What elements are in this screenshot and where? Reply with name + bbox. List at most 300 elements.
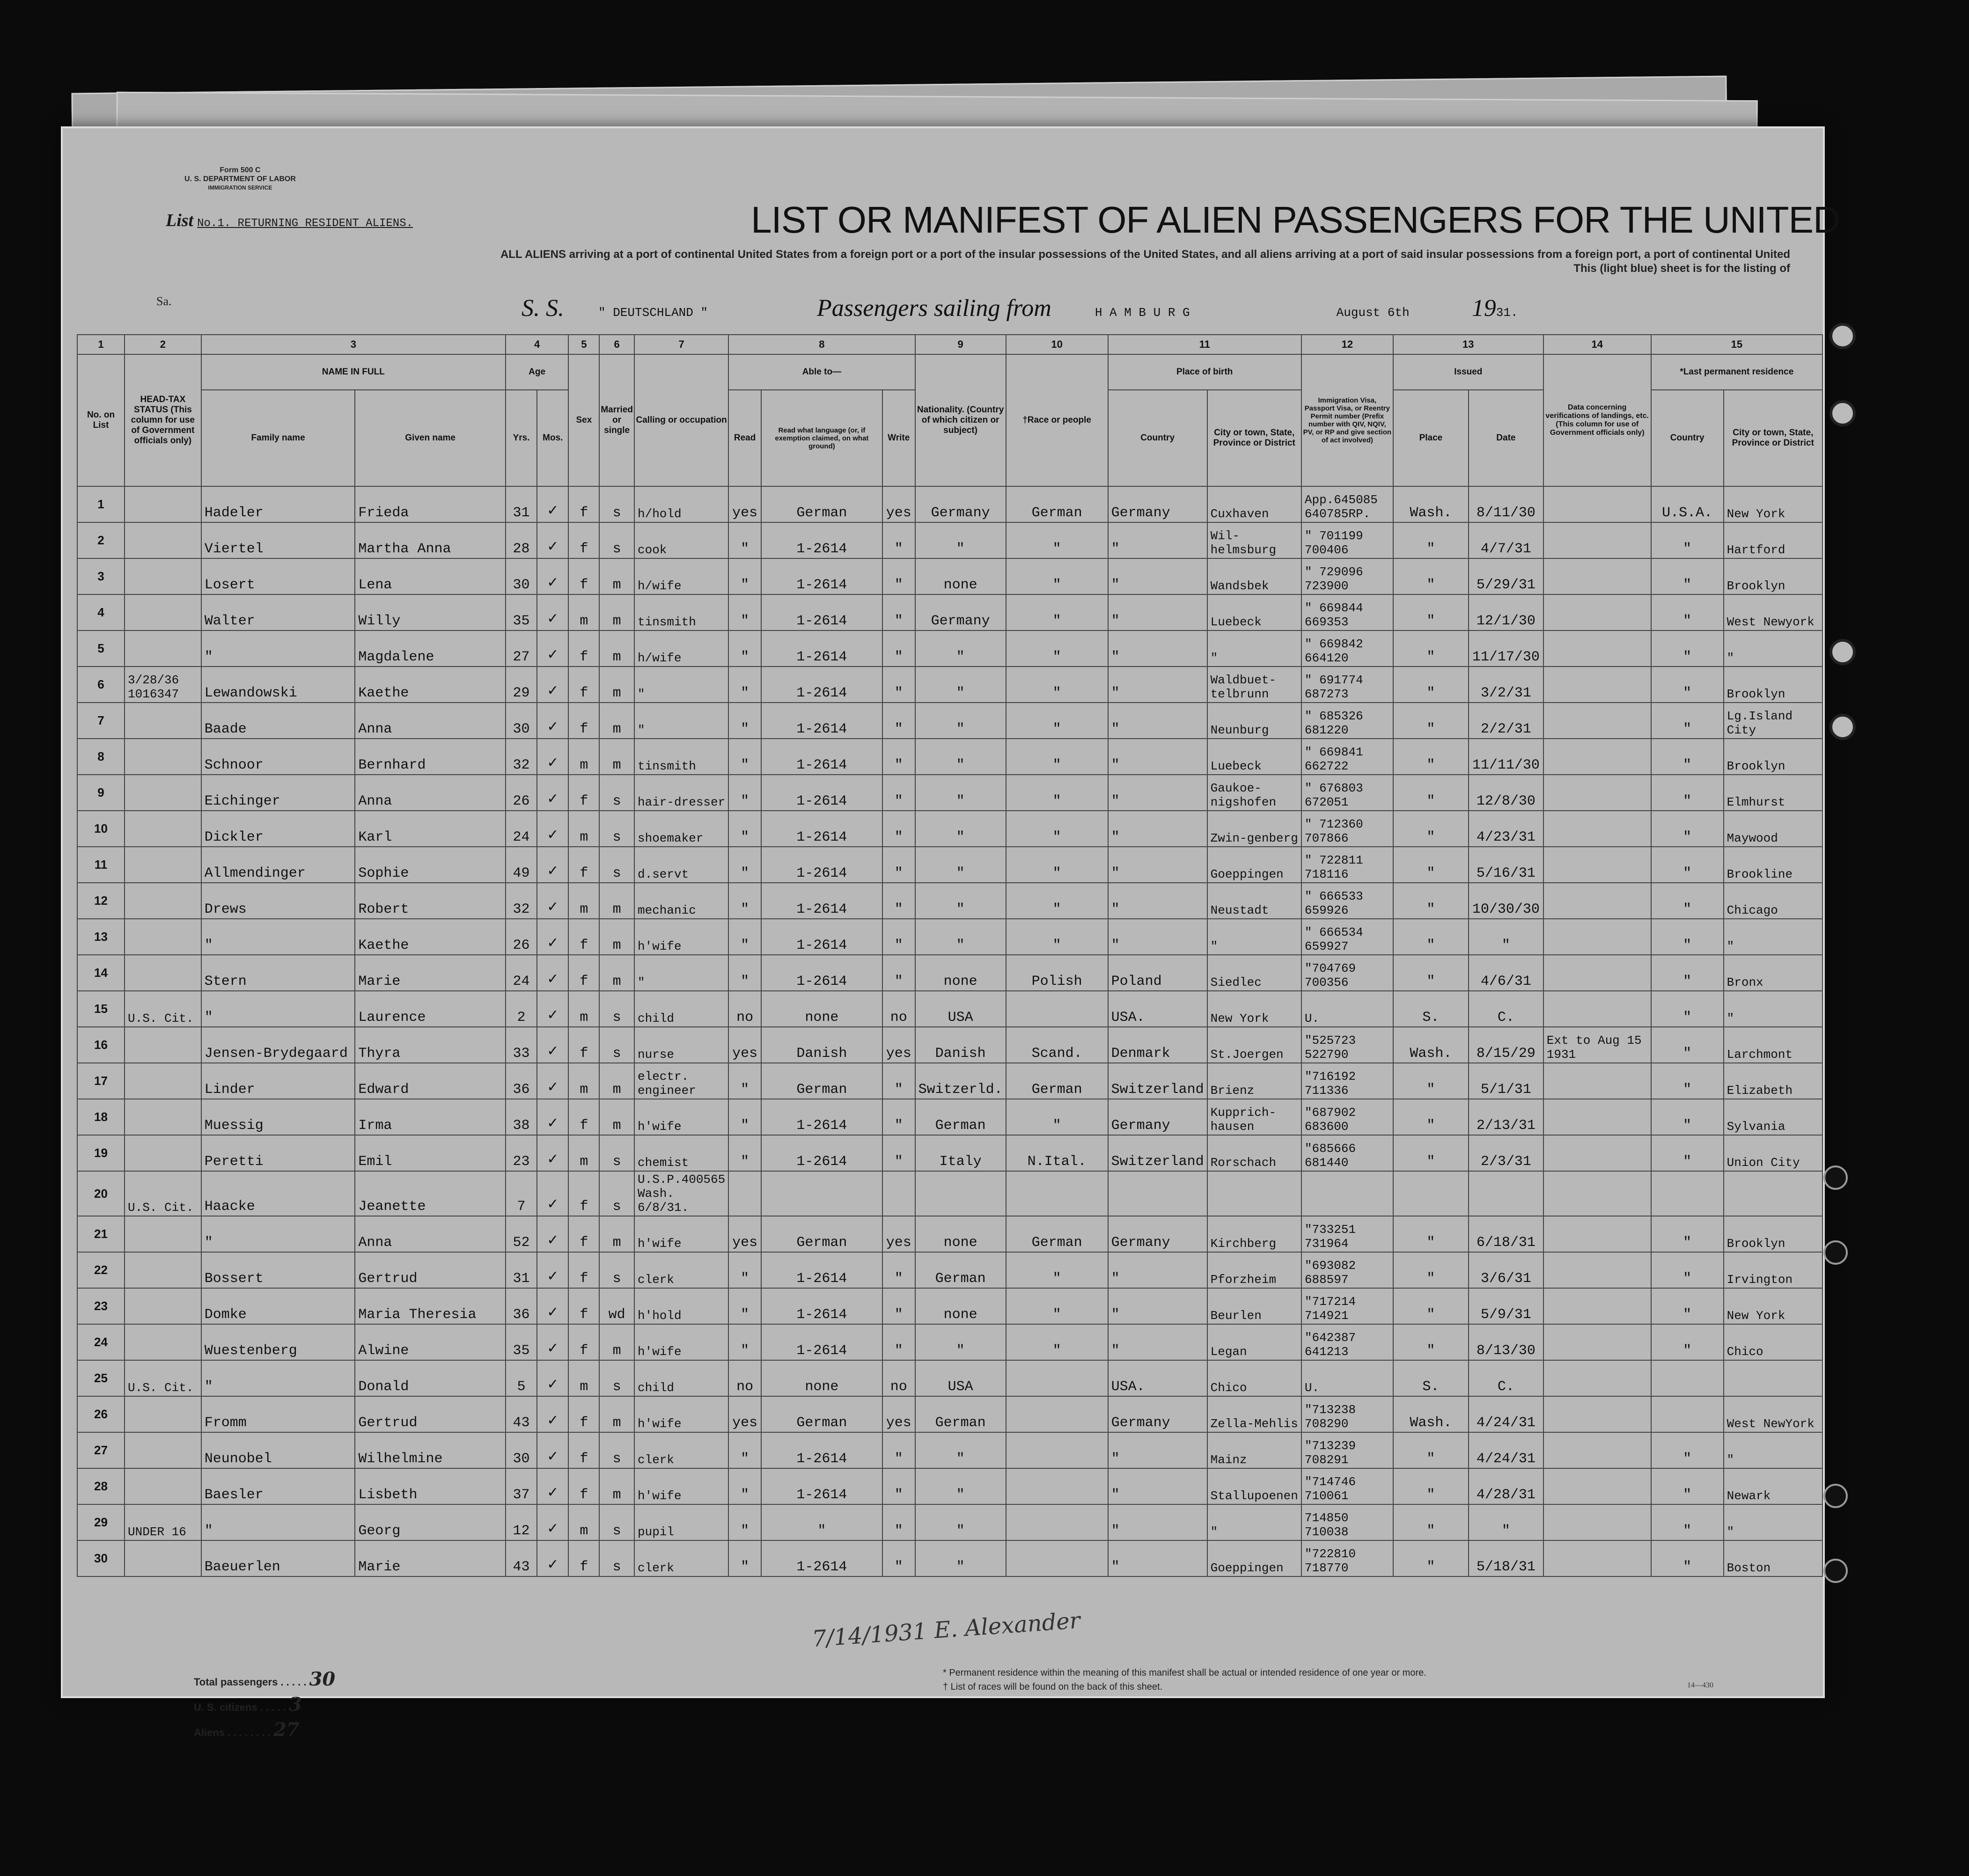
binder-hole bbox=[1823, 1559, 1848, 1583]
passenger-number: 17 bbox=[77, 1063, 125, 1099]
age-months-check: ✓ bbox=[537, 883, 568, 919]
given-name: Kaethe bbox=[355, 667, 505, 703]
head-tax-status bbox=[125, 847, 201, 883]
passenger-number: 4 bbox=[77, 594, 125, 630]
race: " bbox=[1006, 558, 1108, 594]
verification-data bbox=[1543, 1063, 1651, 1099]
age-years: 32 bbox=[506, 883, 537, 919]
residence-country: " bbox=[1651, 1540, 1724, 1576]
passenger-number: 22 bbox=[77, 1252, 125, 1288]
head-tax-status: UNDER 16 bbox=[125, 1504, 201, 1540]
manifest-table bbox=[77, 334, 1823, 1577]
birth-city: Wandsbek bbox=[1207, 558, 1301, 594]
residence-city: Bronx bbox=[1724, 955, 1822, 991]
marital-status: s bbox=[599, 991, 634, 1027]
can-write: " bbox=[882, 1504, 915, 1540]
birth-city: St.Joergen bbox=[1207, 1027, 1301, 1063]
passenger-number: 2 bbox=[77, 522, 125, 558]
can-write: " bbox=[882, 955, 915, 991]
residence-city: Chicago bbox=[1724, 883, 1822, 919]
residence-city: Sylvania bbox=[1724, 1099, 1822, 1135]
can-read: yes bbox=[728, 1396, 761, 1432]
given-name: Marie bbox=[355, 955, 505, 991]
age-months-check: ✓ bbox=[537, 486, 568, 522]
verification-data bbox=[1543, 883, 1651, 919]
family-name: Wuestenberg bbox=[201, 1324, 355, 1360]
marital-status: s bbox=[599, 522, 634, 558]
age-years: 31 bbox=[506, 486, 537, 522]
nationality: Italy bbox=[915, 1135, 1006, 1171]
read-language: 1-2614 bbox=[761, 630, 882, 667]
residence-country: " bbox=[1651, 703, 1724, 739]
can-write: " bbox=[882, 847, 915, 883]
marital-status: m bbox=[599, 1099, 634, 1135]
nationality: German bbox=[915, 1252, 1006, 1288]
form-number: Form 500 C bbox=[220, 166, 261, 174]
header-given-name: Given name bbox=[355, 390, 505, 486]
occupation: h'wife bbox=[634, 1216, 728, 1252]
residence-city bbox=[1724, 1360, 1822, 1396]
issued-date: 5/16/31 bbox=[1469, 847, 1543, 883]
head-tax-status: U.S. Cit. bbox=[125, 1360, 201, 1396]
nationality: none bbox=[915, 558, 1006, 594]
family-name: Allmendinger bbox=[201, 847, 355, 883]
birth-country: " bbox=[1108, 1252, 1207, 1288]
can-write bbox=[882, 1171, 915, 1216]
age-years: 26 bbox=[506, 919, 537, 955]
age-months-check: ✓ bbox=[537, 667, 568, 703]
residence-city: Elmhurst bbox=[1724, 775, 1822, 811]
race: " bbox=[1006, 811, 1108, 847]
birth-city: Rorschach bbox=[1207, 1135, 1301, 1171]
marital-status: m bbox=[599, 594, 634, 630]
family-name: " bbox=[201, 991, 355, 1027]
passenger-number: 14 bbox=[77, 955, 125, 991]
family-name: Baade bbox=[201, 703, 355, 739]
marital-status: m bbox=[599, 630, 634, 667]
race bbox=[1006, 1171, 1108, 1216]
visa-number: " 666533 659926 bbox=[1301, 883, 1393, 919]
age-years: 35 bbox=[506, 594, 537, 630]
passenger-number: 19 bbox=[77, 1135, 125, 1171]
occupation: h/wife bbox=[634, 630, 728, 667]
table-row bbox=[77, 1252, 1822, 1288]
family-name: Lewandowski bbox=[201, 667, 355, 703]
visa-number: "717214 714921 bbox=[1301, 1288, 1393, 1324]
verification-data bbox=[1543, 1252, 1651, 1288]
table-row bbox=[77, 739, 1822, 775]
can-read: " bbox=[728, 883, 761, 919]
birth-country: " bbox=[1108, 1504, 1207, 1540]
nationality: " bbox=[915, 703, 1006, 739]
marital-status: m bbox=[599, 558, 634, 594]
marital-status: s bbox=[599, 1540, 634, 1576]
race bbox=[1006, 1504, 1108, 1540]
colnum: 5 bbox=[568, 335, 599, 354]
head-tax-status bbox=[125, 1396, 201, 1432]
can-write: yes bbox=[882, 1027, 915, 1063]
race: " bbox=[1006, 1324, 1108, 1360]
occupation: child bbox=[634, 1360, 728, 1396]
verification-data bbox=[1543, 1540, 1651, 1576]
birth-country: " bbox=[1108, 919, 1207, 955]
issued-place: Wash. bbox=[1393, 1396, 1469, 1432]
sex: f bbox=[568, 919, 599, 955]
occupation: h/hold bbox=[634, 486, 728, 522]
passenger-number: 30 bbox=[77, 1540, 125, 1576]
birth-country bbox=[1108, 1171, 1207, 1216]
head-tax-status bbox=[125, 1027, 201, 1063]
issued-date: C. bbox=[1469, 991, 1543, 1027]
marital-status: s bbox=[599, 1252, 634, 1288]
age-months-check: ✓ bbox=[537, 594, 568, 630]
table-row bbox=[77, 486, 1822, 522]
issued-place: " bbox=[1393, 811, 1469, 847]
read-language: German bbox=[761, 486, 882, 522]
nationality: " bbox=[915, 811, 1006, 847]
birth-country: " bbox=[1108, 1432, 1207, 1468]
issued-place: Wash. bbox=[1393, 486, 1469, 522]
residence-city: " bbox=[1724, 630, 1822, 667]
head-tax-status bbox=[125, 594, 201, 630]
occupation: h'wife bbox=[634, 1396, 728, 1432]
age-months-check: ✓ bbox=[537, 955, 568, 991]
can-read: no bbox=[728, 1360, 761, 1396]
occupation: h'wife bbox=[634, 919, 728, 955]
age-months-check: ✓ bbox=[537, 1540, 568, 1576]
header-yrs: Yrs. bbox=[506, 390, 537, 486]
issued-place: " bbox=[1393, 847, 1469, 883]
residence-country: " bbox=[1651, 1135, 1724, 1171]
visa-number: " 691774 687273 bbox=[1301, 667, 1393, 703]
head-tax-status bbox=[125, 522, 201, 558]
can-read: " bbox=[728, 667, 761, 703]
birth-country: Germany bbox=[1108, 486, 1207, 522]
head-tax-status bbox=[125, 630, 201, 667]
sex: f bbox=[568, 630, 599, 667]
issued-place: " bbox=[1393, 1468, 1469, 1504]
birth-country: " bbox=[1108, 811, 1207, 847]
occupation: nurse bbox=[634, 1027, 728, 1063]
birth-city: Goeppingen bbox=[1207, 847, 1301, 883]
can-read: " bbox=[728, 1288, 761, 1324]
visa-number: "713238 708290 bbox=[1301, 1396, 1393, 1432]
header-nationality: Nationality. (Country of which citizen or subject) bbox=[915, 354, 1006, 486]
residence-city: Brooklyn bbox=[1724, 667, 1822, 703]
age-years: 30 bbox=[506, 1432, 537, 1468]
colnum: 9 bbox=[915, 335, 1006, 354]
race: " bbox=[1006, 703, 1108, 739]
list-value: No.1. RETURNING RESIDENT ALIENS. bbox=[197, 217, 413, 230]
sex: f bbox=[568, 847, 599, 883]
given-name: Sophie bbox=[355, 847, 505, 883]
issued-date: 8/15/29 bbox=[1469, 1027, 1543, 1063]
passenger-number: 28 bbox=[77, 1468, 125, 1504]
table-row bbox=[77, 630, 1822, 667]
residence-country: " bbox=[1651, 847, 1724, 883]
passenger-number: 8 bbox=[77, 739, 125, 775]
issued-date: 5/1/31 bbox=[1469, 1063, 1543, 1099]
sex: f bbox=[568, 1099, 599, 1135]
birth-city: Kupprich-hausen bbox=[1207, 1099, 1301, 1135]
sex: m bbox=[568, 991, 599, 1027]
passenger-number: 23 bbox=[77, 1288, 125, 1324]
aliens-label: Aliens bbox=[194, 1727, 225, 1738]
residence-city: West Newyork bbox=[1724, 594, 1822, 630]
birth-city: Stallupoenen bbox=[1207, 1468, 1301, 1504]
given-name: Bernhard bbox=[355, 739, 505, 775]
age-years: 5 bbox=[506, 1360, 537, 1396]
age-years: 26 bbox=[506, 775, 537, 811]
given-name: Lisbeth bbox=[355, 1468, 505, 1504]
issued-date: 11/11/30 bbox=[1469, 739, 1543, 775]
residence-city: Brooklyn bbox=[1724, 739, 1822, 775]
birth-city: Brienz bbox=[1207, 1063, 1301, 1099]
read-language: 1-2614 bbox=[761, 1468, 882, 1504]
head-tax-status bbox=[125, 558, 201, 594]
colnum: 12 bbox=[1301, 335, 1393, 354]
age-years: 7 bbox=[506, 1171, 537, 1216]
passenger-number: 29 bbox=[77, 1504, 125, 1540]
us-citizens: U. S. citizens . . . . . 3 bbox=[194, 1693, 302, 1715]
can-write: no bbox=[882, 991, 915, 1027]
can-read: " bbox=[728, 1252, 761, 1288]
footnotes bbox=[943, 1666, 1426, 1694]
head-tax-status bbox=[125, 811, 201, 847]
passenger-number: 20 bbox=[77, 1171, 125, 1216]
age-years: 30 bbox=[506, 558, 537, 594]
nationality: German bbox=[915, 1099, 1006, 1135]
read-language: 1-2614 bbox=[761, 558, 882, 594]
residence-country: " bbox=[1651, 594, 1724, 630]
residence-country: " bbox=[1651, 775, 1724, 811]
occupation: tinsmith bbox=[634, 739, 728, 775]
sailing-date: August 6th bbox=[1336, 306, 1410, 320]
read-language: 1-2614 bbox=[761, 703, 882, 739]
read-language: 1-2614 bbox=[761, 522, 882, 558]
table-row bbox=[77, 1063, 1822, 1099]
residence-city: " bbox=[1724, 1504, 1822, 1540]
read-language: none bbox=[761, 1360, 882, 1396]
age-months-check: ✓ bbox=[537, 775, 568, 811]
can-write: no bbox=[882, 1360, 915, 1396]
age-years: 23 bbox=[506, 1135, 537, 1171]
head-tax-status bbox=[125, 703, 201, 739]
passenger-number: 1 bbox=[77, 486, 125, 522]
given-name: Anna bbox=[355, 1216, 505, 1252]
sailing-label: Passengers sailing from bbox=[817, 295, 1051, 322]
visa-number: " 669844 669353 bbox=[1301, 594, 1393, 630]
residence-country: " bbox=[1651, 1252, 1724, 1288]
race: " bbox=[1006, 630, 1108, 667]
sex: f bbox=[568, 1540, 599, 1576]
issued-place: " bbox=[1393, 1288, 1469, 1324]
occupation: electr. engineer bbox=[634, 1063, 728, 1099]
table-row bbox=[77, 1135, 1822, 1171]
header-visa: Immigration Visa, Passport Visa, or Reentry Permit number (Prefix number with QIV, NQIV, PV, or RP and give section of act involved) bbox=[1301, 354, 1393, 486]
nationality: " bbox=[915, 522, 1006, 558]
occupation: pupil bbox=[634, 1504, 728, 1540]
marital-status: m bbox=[599, 1396, 634, 1432]
nationality: Switzerld. bbox=[915, 1063, 1006, 1099]
can-read: " bbox=[728, 1135, 761, 1171]
race: " bbox=[1006, 739, 1108, 775]
family-name: Schnoor bbox=[201, 739, 355, 775]
verification-data bbox=[1543, 1504, 1651, 1540]
family-name: Losert bbox=[201, 558, 355, 594]
read-language: 1-2614 bbox=[761, 1324, 882, 1360]
form-identifier bbox=[184, 166, 296, 192]
birth-city: Gaukoe-nigshofen bbox=[1207, 775, 1301, 811]
header-res-country: Country bbox=[1651, 390, 1724, 486]
sex: f bbox=[568, 1216, 599, 1252]
total-passengers: Total passengers . . . . . 30 bbox=[194, 1668, 336, 1690]
can-write: " bbox=[882, 1099, 915, 1135]
can-read: yes bbox=[728, 1027, 761, 1063]
sex: m bbox=[568, 811, 599, 847]
nationality: none bbox=[915, 955, 1006, 991]
passenger-number: 24 bbox=[77, 1324, 125, 1360]
visa-number: "685666 681440 bbox=[1301, 1135, 1393, 1171]
given-name: Robert bbox=[355, 883, 505, 919]
can-write: " bbox=[882, 630, 915, 667]
read-language: 1-2614 bbox=[761, 1432, 882, 1468]
binder-hole bbox=[1829, 639, 1856, 665]
passenger-number: 12 bbox=[77, 883, 125, 919]
can-write: " bbox=[882, 1468, 915, 1504]
nationality: " bbox=[915, 739, 1006, 775]
age-years: 35 bbox=[506, 1324, 537, 1360]
family-name: Hadeler bbox=[201, 486, 355, 522]
race bbox=[1006, 1432, 1108, 1468]
verification-data bbox=[1543, 811, 1651, 847]
birth-country: Switzerland bbox=[1108, 1063, 1207, 1099]
verification-data bbox=[1543, 1288, 1651, 1324]
read-language: 1-2614 bbox=[761, 1288, 882, 1324]
race bbox=[1006, 1468, 1108, 1504]
age-years: 27 bbox=[506, 630, 537, 667]
passenger-number: 15 bbox=[77, 991, 125, 1027]
given-name: Martha Anna bbox=[355, 522, 505, 558]
service: IMMIGRATION SERVICE bbox=[208, 184, 272, 191]
family-name: Haacke bbox=[201, 1171, 355, 1216]
age-months-check: ✓ bbox=[537, 1135, 568, 1171]
can-read: " bbox=[728, 630, 761, 667]
passenger-number: 27 bbox=[77, 1432, 125, 1468]
subtitle-line-2: This (light blue) sheet is for the listing of bbox=[1573, 262, 1790, 275]
footnote-residence: * Permanent residence within the meaning of this manifest shall be actual or intended residence of one year or more. bbox=[943, 1668, 1426, 1678]
birth-city: Legan bbox=[1207, 1324, 1301, 1360]
sex: m bbox=[568, 1135, 599, 1171]
residence-country: " bbox=[1651, 1063, 1724, 1099]
issued-place: " bbox=[1393, 739, 1469, 775]
head-tax-status bbox=[125, 1252, 201, 1288]
verification-data bbox=[1543, 486, 1651, 522]
birth-country: " bbox=[1108, 594, 1207, 630]
sex: f bbox=[568, 703, 599, 739]
marital-status: s bbox=[599, 811, 634, 847]
subtitle bbox=[433, 248, 1790, 276]
occupation: shoemaker bbox=[634, 811, 728, 847]
can-write: " bbox=[882, 775, 915, 811]
sex: m bbox=[568, 883, 599, 919]
can-write: yes bbox=[882, 486, 915, 522]
head-tax-status bbox=[125, 486, 201, 522]
can-write: " bbox=[882, 594, 915, 630]
residence-city: Chico bbox=[1724, 1324, 1822, 1360]
head-tax-status bbox=[125, 1063, 201, 1099]
header-row-1 bbox=[77, 354, 1822, 390]
table-row bbox=[77, 594, 1822, 630]
birth-city: Goeppingen bbox=[1207, 1540, 1301, 1576]
header-issued-place: Place bbox=[1393, 390, 1469, 486]
visa-number: "693082 688597 bbox=[1301, 1252, 1393, 1288]
race: " bbox=[1006, 775, 1108, 811]
issued-date bbox=[1469, 1171, 1543, 1216]
verification-data bbox=[1543, 1432, 1651, 1468]
age-months-check: ✓ bbox=[537, 1504, 568, 1540]
nationality: " bbox=[915, 847, 1006, 883]
sex: f bbox=[568, 558, 599, 594]
table-row bbox=[77, 1027, 1822, 1063]
nationality: " bbox=[915, 919, 1006, 955]
can-read: " bbox=[728, 1063, 761, 1099]
visa-number: U. bbox=[1301, 1360, 1393, 1396]
verification-data bbox=[1543, 955, 1651, 991]
issued-place: " bbox=[1393, 1432, 1469, 1468]
residence-country: " bbox=[1651, 522, 1724, 558]
nationality: Germany bbox=[915, 594, 1006, 630]
can-write: " bbox=[882, 883, 915, 919]
given-name: Emil bbox=[355, 1135, 505, 1171]
can-read: " bbox=[728, 558, 761, 594]
race: German bbox=[1006, 486, 1108, 522]
visa-number: " 666534 659927 bbox=[1301, 919, 1393, 955]
passenger-number: 6 bbox=[77, 667, 125, 703]
table-row bbox=[77, 955, 1822, 991]
residence-country: " bbox=[1651, 955, 1724, 991]
residence-country bbox=[1651, 1396, 1724, 1432]
age-years: 52 bbox=[506, 1216, 537, 1252]
sex: f bbox=[568, 486, 599, 522]
verification-data bbox=[1543, 1396, 1651, 1432]
age-years: 24 bbox=[506, 811, 537, 847]
can-read: " bbox=[728, 1540, 761, 1576]
issued-place: S. bbox=[1393, 1360, 1469, 1396]
issued-place: " bbox=[1393, 1216, 1469, 1252]
colnum: 13 bbox=[1393, 335, 1543, 354]
family-name: Neunobel bbox=[201, 1432, 355, 1468]
verification-data bbox=[1543, 1468, 1651, 1504]
given-name: Marie bbox=[355, 1540, 505, 1576]
race: " bbox=[1006, 594, 1108, 630]
residence-country: " bbox=[1651, 739, 1724, 775]
residence-city bbox=[1724, 1171, 1822, 1216]
race bbox=[1006, 1360, 1108, 1396]
residence-city: Maywood bbox=[1724, 811, 1822, 847]
birth-city: Mainz bbox=[1207, 1432, 1301, 1468]
manifest-page bbox=[61, 126, 1840, 1741]
verification-data bbox=[1543, 667, 1651, 703]
head-tax-status: U.S. Cit. bbox=[125, 991, 201, 1027]
can-read: " bbox=[728, 1468, 761, 1504]
nationality: USA bbox=[915, 991, 1006, 1027]
nationality: " bbox=[915, 1432, 1006, 1468]
sex: m bbox=[568, 1063, 599, 1099]
given-name: Jeanette bbox=[355, 1171, 505, 1216]
sex: f bbox=[568, 1468, 599, 1504]
verification-data bbox=[1543, 1171, 1651, 1216]
